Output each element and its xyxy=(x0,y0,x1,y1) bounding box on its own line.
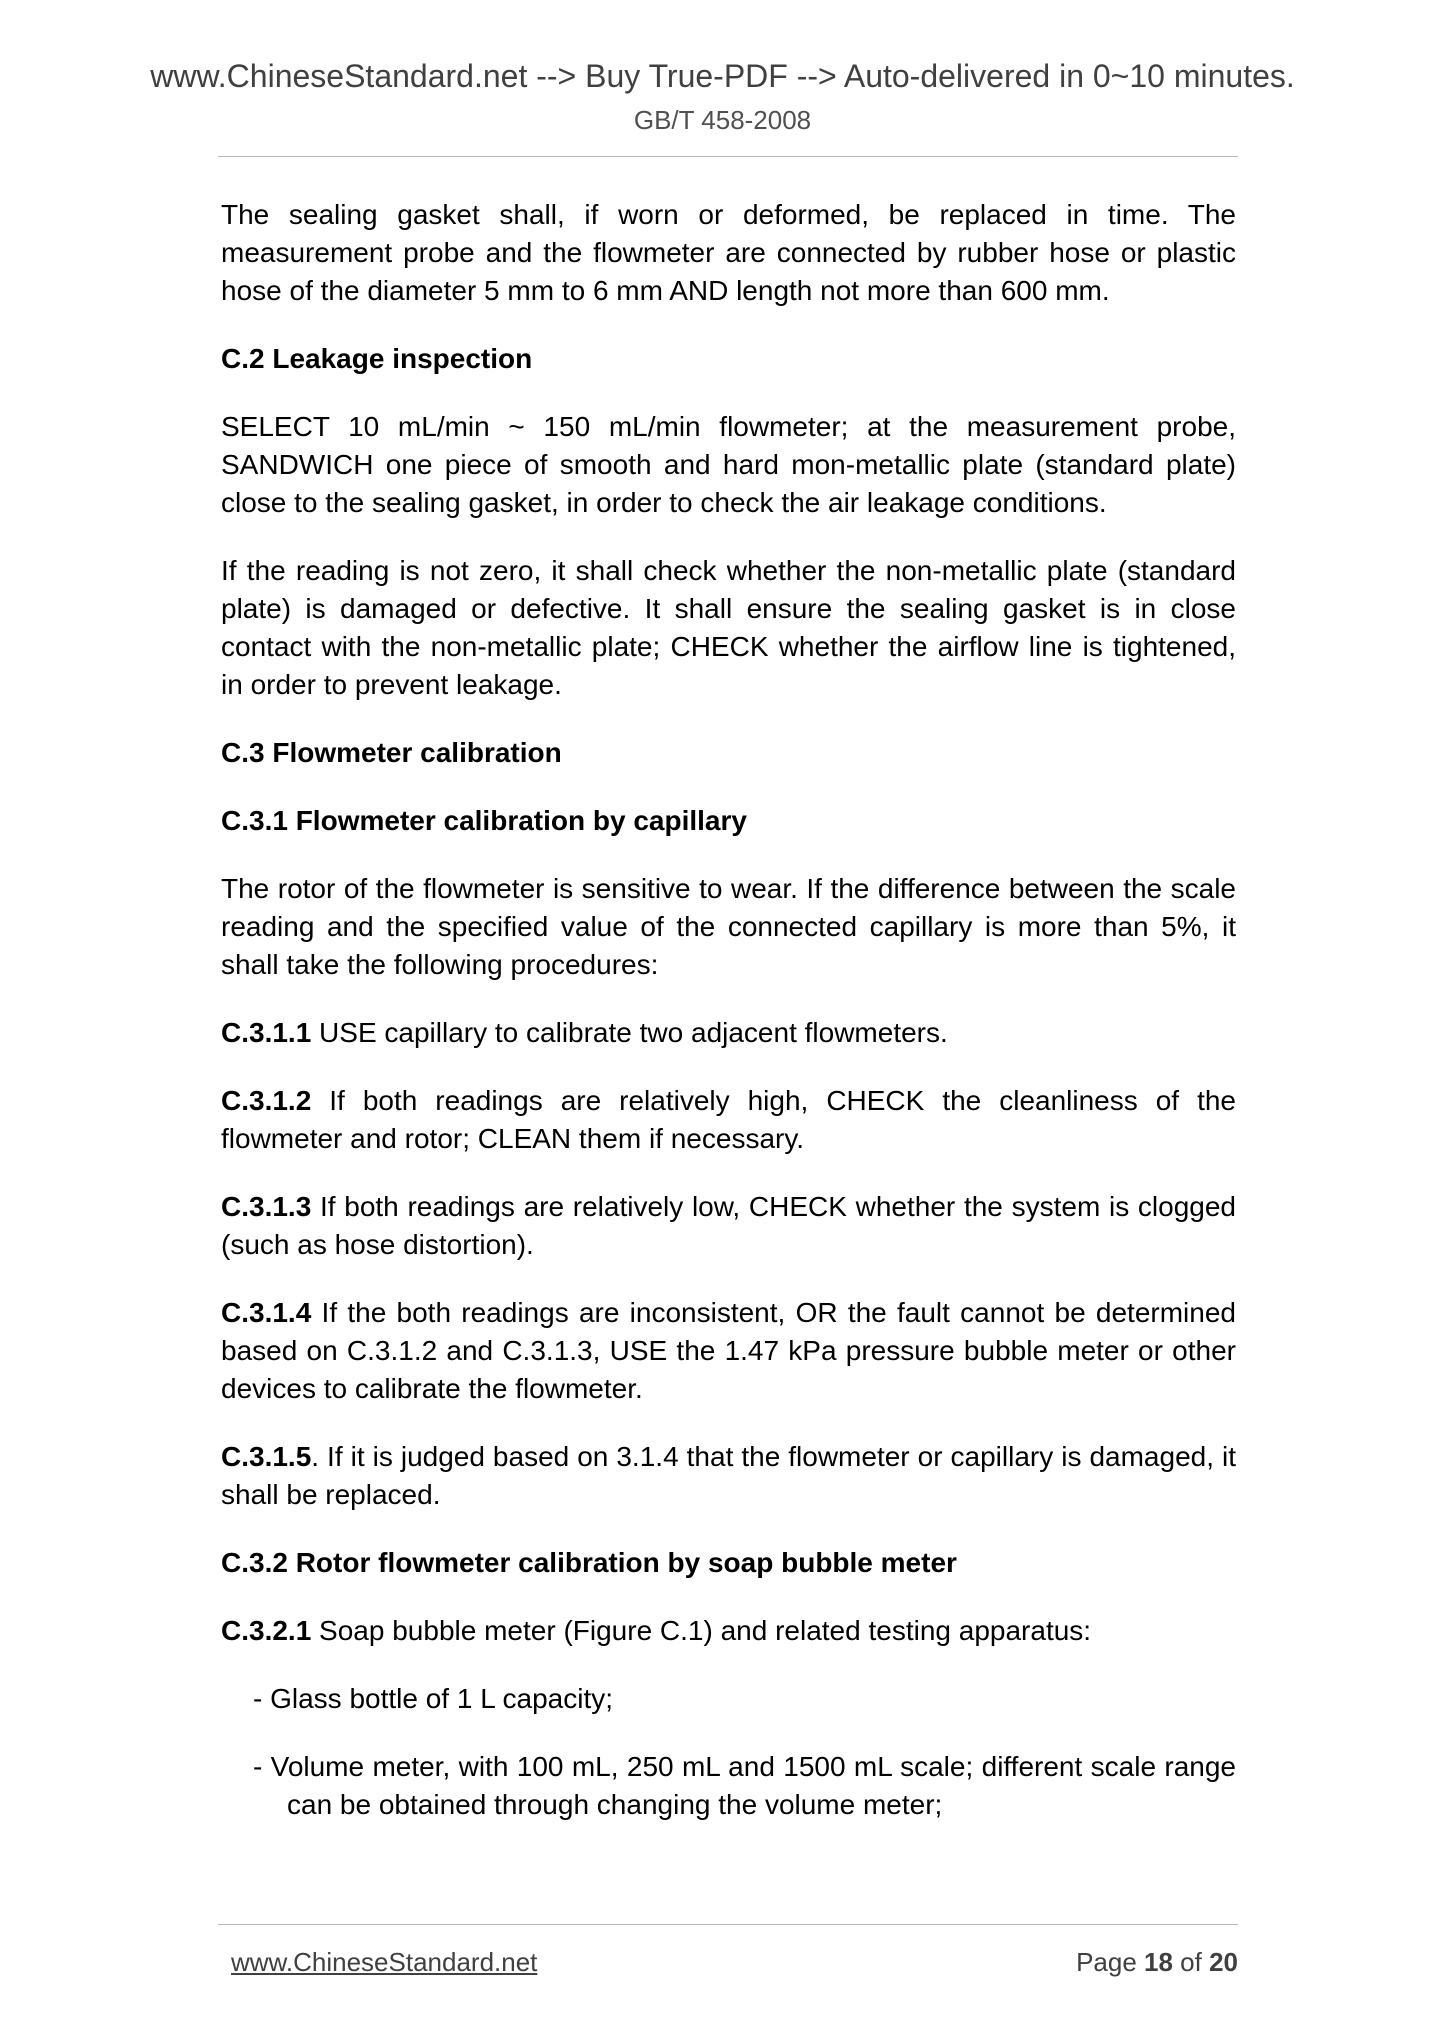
paragraph-c31: The rotor of the flowmeter is sensitive to wear. If the difference between the scale reading and the specified value of the connected capillary is more than 5%, it shall take the following procedures: xyxy=(221,873,1236,980)
intro-paragraph: The sealing gasket shall, if worn or deformed, be replaced in time. The measurement probe and the flowmeter are connected by rubber hose or plastic hose of the diameter 5 mm to 6 mm AND length not more than 600 mm. xyxy=(221,199,1236,306)
clause-number: C.3.1.3 xyxy=(221,1191,312,1222)
clause-number: C.3.2.1 xyxy=(221,1615,312,1646)
paragraph-c2-2: If the reading is not zero, it shall check whether the non-metallic plate (standard plate) is damaged or defective. It shall ensure the sealing gasket is in close contact with the non-metallic plate; CHECK whether the airflow line is tightened, in order to prevent leakage. xyxy=(221,555,1236,700)
clause-text: If both readings are relatively low, CHECK whether the system is clogged (such as hose distortion). xyxy=(221,1191,1236,1260)
clause-number: C.3.1.5 xyxy=(221,1441,312,1472)
section-heading-c32: C.3.2 Rotor flowmeter calibration by soap bubble meter xyxy=(221,1547,957,1578)
standard-code: GB/T 458-2008 xyxy=(633,105,812,135)
clause-c315 xyxy=(221,1438,1236,1514)
site-banner: www.ChineseStandard.net --> Buy True-PDF --> Auto-delivered in 0~10 minutes. xyxy=(150,58,1295,94)
clause-text: If both readings are relatively high, CHECK the cleanliness of the flowmeter and rotor; CLEAN them if necessary. xyxy=(221,1085,1236,1154)
clause-c321 xyxy=(221,1612,1236,1650)
clause-number: C.3.1.1 xyxy=(221,1017,312,1048)
clause-c314 xyxy=(221,1294,1236,1408)
clause-c313 xyxy=(221,1188,1236,1264)
document-body xyxy=(221,196,1236,1824)
header-divider xyxy=(218,156,1238,157)
footer-divider xyxy=(218,1924,1238,1925)
page-total: 20 xyxy=(1209,1947,1238,1977)
clause-number: C.3.1.4 xyxy=(221,1297,312,1328)
section-heading-c31: C.3.1 Flowmeter calibration by capillary xyxy=(221,805,747,836)
page-number xyxy=(1076,1946,1238,1978)
clause-text: USE capillary to calibrate two adjacent flowmeters. xyxy=(311,1017,948,1048)
list-item: - Volume meter, with 100 mL, 250 mL and 1500 mL scale; different scale range can be obtained through changing the volume meter; xyxy=(253,1751,1236,1820)
section-heading-c2: C.2 Leakage inspection xyxy=(221,343,533,374)
clause-text: If the both readings are inconsistent, OR the fault cannot be determined based on C.3.1.2 and C.3.1.3, USE the 1.47 kPa pressure bubble meter or other devices to calibrate the flowmeter. xyxy=(221,1297,1236,1404)
page-current: 18 xyxy=(1144,1947,1173,1977)
list-item: - Glass bottle of 1 L capacity; xyxy=(253,1683,614,1714)
footer-site-link[interactable]: www.ChineseStandard.net xyxy=(231,1947,538,1977)
clause-text: . If it is judged based on 3.1.4 that the flowmeter or capillary is damaged, it shall be replaced. xyxy=(221,1441,1236,1510)
clause-text: Soap bubble meter (Figure C.1) and related testing apparatus: xyxy=(311,1615,1092,1646)
clause-c312 xyxy=(221,1082,1236,1158)
paragraph-c2-1: SELECT 10 mL/min ~ 150 mL/min flowmeter; at the measurement probe, SANDWICH one piece of smooth and hard mon-metallic plate (standard plate) close to the sealing gasket, in order to check the air leakage conditions. xyxy=(221,411,1236,518)
page-of: of xyxy=(1172,1947,1210,1977)
clause-number: C.3.1.2 xyxy=(221,1085,312,1116)
page-prefix: Page xyxy=(1076,1947,1145,1977)
clause-c311 xyxy=(221,1014,1236,1052)
section-heading-c3: C.3 Flowmeter calibration xyxy=(221,737,562,768)
